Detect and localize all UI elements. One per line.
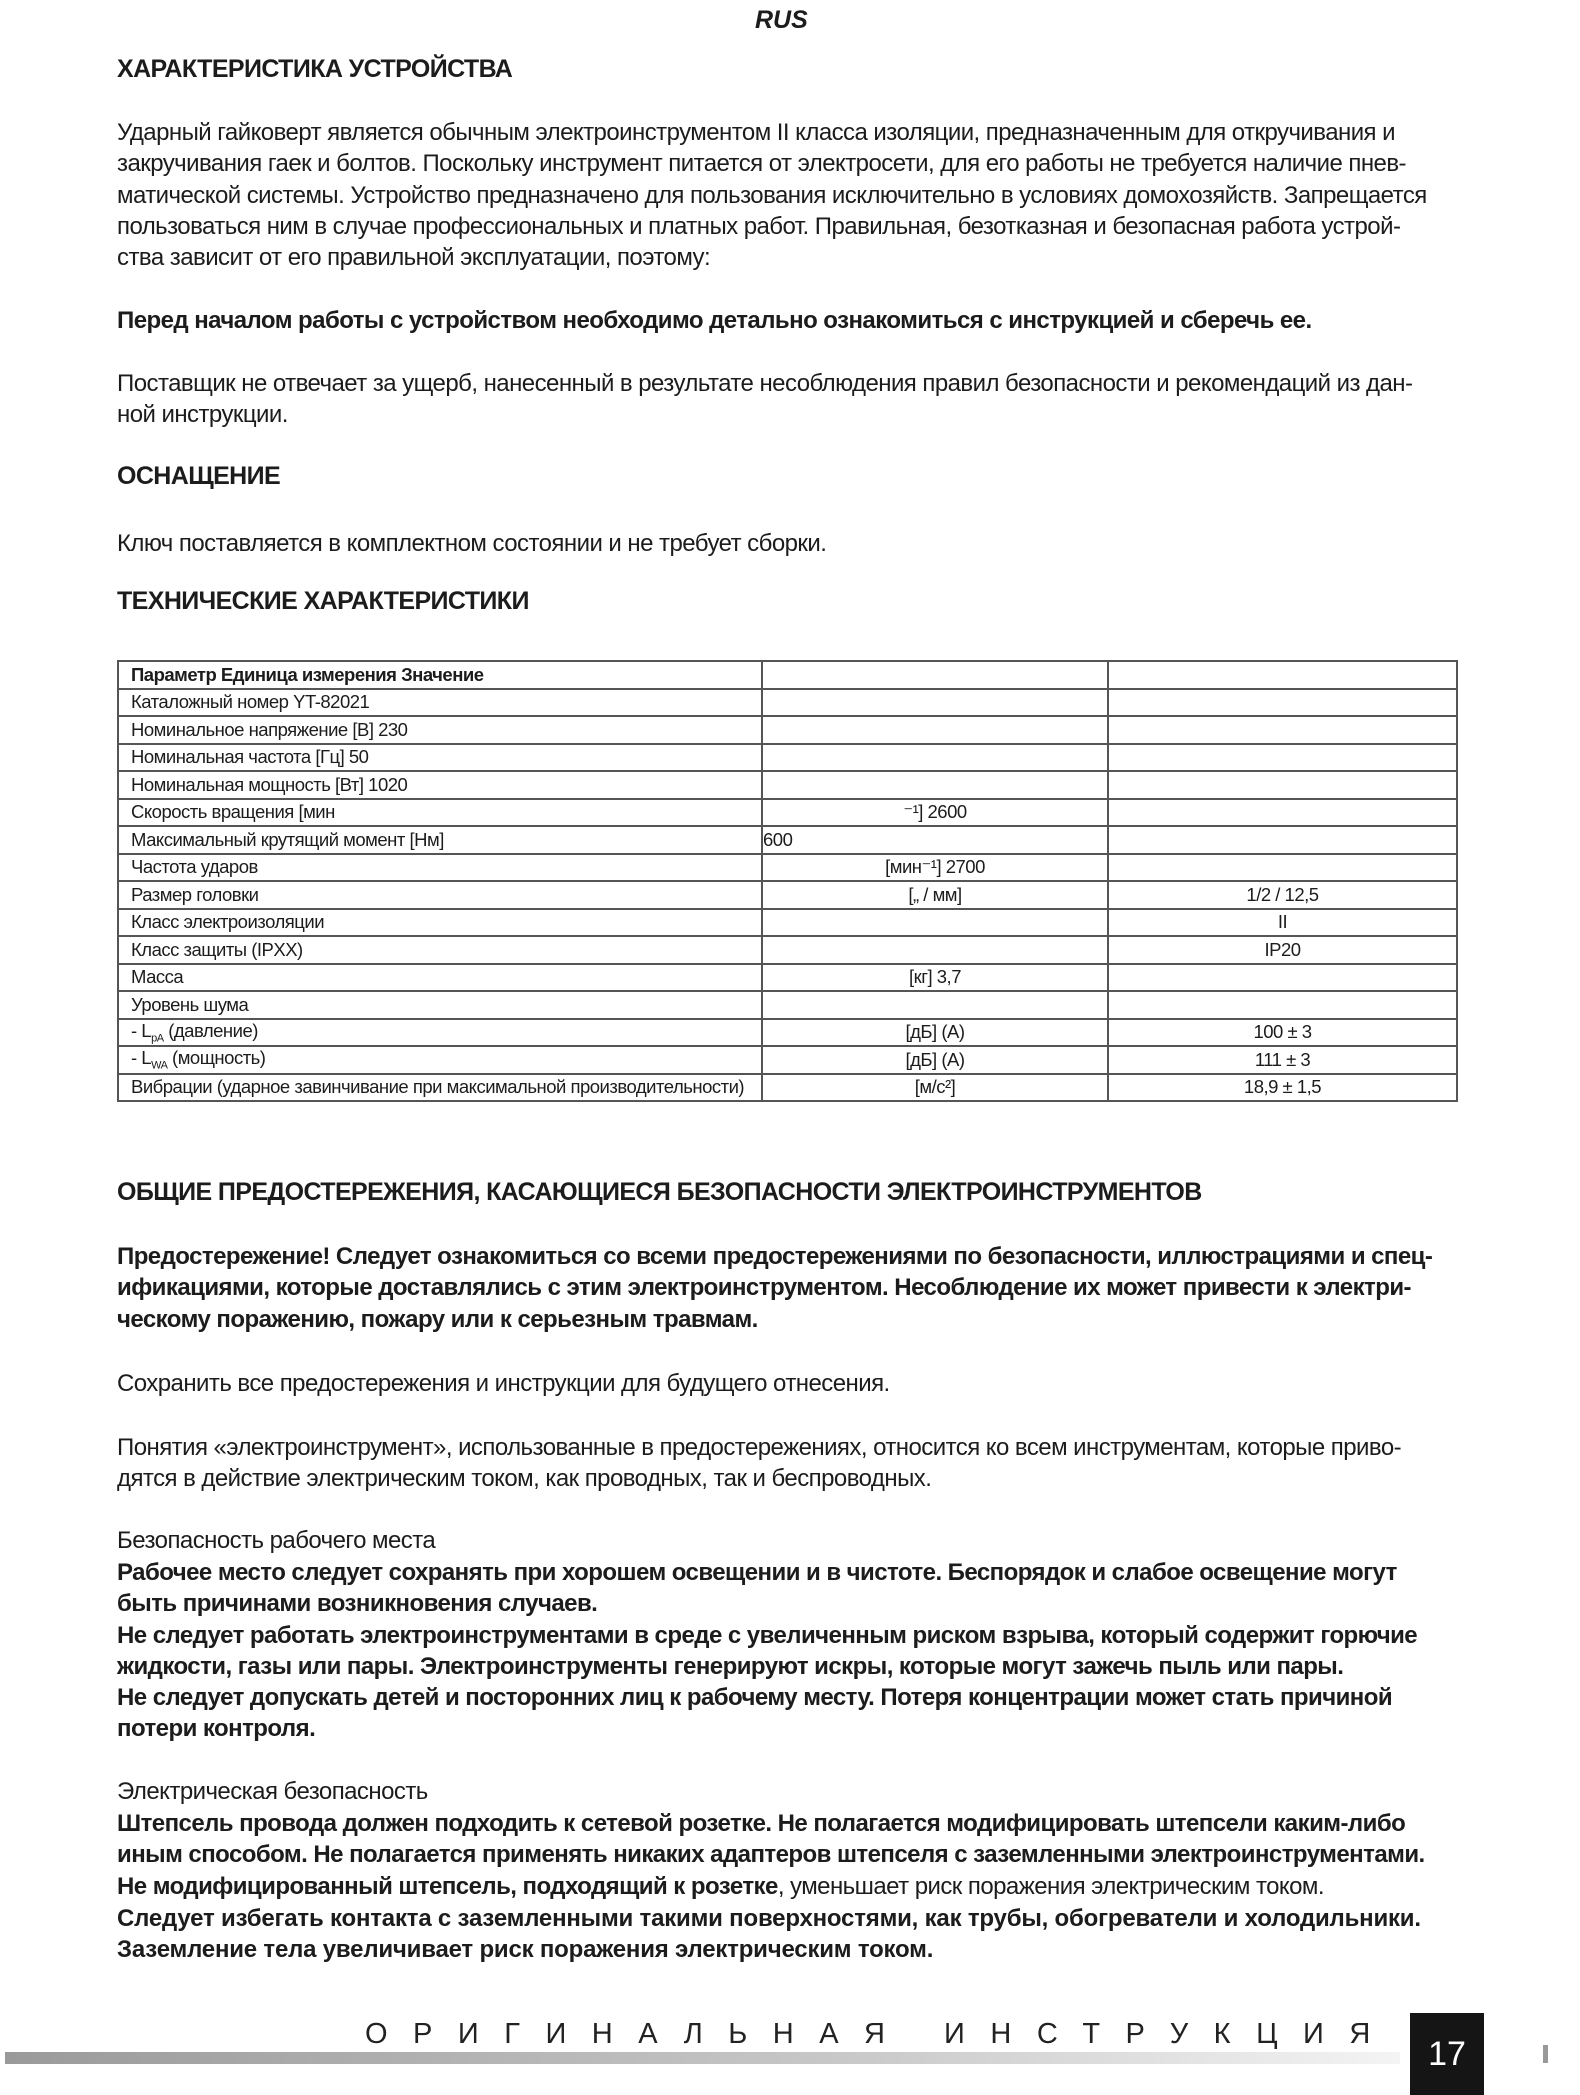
table-cell-c3 <box>1108 744 1457 772</box>
heading-device-description: ХАРАКТЕРИСТИКА УСТРОЙСТВА <box>117 55 513 83</box>
cell-text: [дБ] (A) <box>905 1048 965 1070</box>
heading-equipment: ОСНАЩЕНИЕ <box>117 462 281 490</box>
table-cell-c2 <box>762 1074 1108 1102</box>
table-cell-c1 <box>118 826 762 854</box>
table-cell-c1 <box>118 909 762 937</box>
text-line: иным способом. Не полагается применять никаких адаптеров штепселя с заземленными электроинструментами. <box>117 1841 1425 1869</box>
heading-specifications: ТЕХНИЧЕСКИЕ ХАРАКТЕРИСТИКИ <box>117 587 529 615</box>
table-cell-c1 <box>118 661 762 689</box>
table-row <box>118 1046 1457 1074</box>
table-cell-c1 <box>118 881 762 909</box>
table-cell-c2 <box>762 964 1108 992</box>
table-row <box>118 716 1457 744</box>
table-cell-c2 <box>762 826 1108 854</box>
table-cell-c2 <box>762 771 1108 799</box>
cell-subscript: pA <box>151 1032 164 1045</box>
text-line: жидкости, газы или пары. Электроинструменты генерируют искры, которые могут зажечь пыль или пары. <box>117 1652 1344 1680</box>
cell-text: - L <box>131 1019 152 1041</box>
table-row <box>118 661 1457 689</box>
cell-text: [мин⁻¹] 2700 <box>885 856 985 878</box>
table-cell-c3 <box>1108 909 1457 937</box>
cell-text: Уровень шума <box>131 993 249 1015</box>
heading-general-safety: ОБЩИЕ ПРЕДОСТЕРЕЖЕНИЯ, КАСАЮЩИЕСЯ БЕЗОПАСНОСТИ ЭЛЕКТРОИНСТРУМЕНТОВ <box>117 1178 1202 1206</box>
text-line: пользоваться ним в случае профессиональных и платных работ. Правильная, безотказная и безопасная работа устрой- <box>117 212 1401 240</box>
cell-text: - L <box>131 1047 152 1069</box>
text-line: Заземление тела увеличивает риск поражения электрическим током. <box>117 1936 934 1964</box>
table-row <box>118 826 1457 854</box>
text-line: Понятия «электроинструмент», использованные в предостережениях, относится ко всем инструментам, которые приво- <box>117 1434 1402 1461</box>
table-cell-c2 <box>762 1046 1108 1074</box>
cell-text: 100 ± 3 <box>1253 1021 1312 1043</box>
table-cell-c2 <box>762 744 1108 772</box>
text-line: Штепсель провода должен подходить к сетевой розетке. Не полагается модифицировать штепсели каким-либо <box>117 1810 1406 1837</box>
text-line: матической системы. Устройство предназначено для пользования исключительно в условиях домохозяйств. Запрещается <box>117 181 1427 209</box>
cell-text: [дБ] (A) <box>905 1021 965 1043</box>
cell-text: Номинальная частота [Гц] 50 <box>131 746 369 768</box>
table-cell-c2 <box>762 881 1108 909</box>
footer-original-instruction: ОРИГИНАЛЬНАЯ ИНСТРУКЦИЯ <box>365 2018 1396 2050</box>
table-row <box>118 744 1457 772</box>
electrical-safety-text <box>117 1808 1425 1871</box>
table-row <box>118 936 1457 964</box>
text-line: Не следует допускать детей и посторонних лиц к рабочему месту. Потеря концентрации может стать причиной <box>117 1684 1393 1712</box>
specifications-table <box>117 660 1458 1102</box>
table-cell-c2 <box>762 716 1108 744</box>
table-cell-c3 <box>1108 881 1457 909</box>
table-cell-c2 <box>762 661 1108 689</box>
electrical-safety-title: Электрическая безопасность <box>117 1778 428 1805</box>
supplier-disclaimer <box>117 368 1412 431</box>
text-line: потери контроля. <box>117 1715 316 1743</box>
cell-text: Каталожный номер YT-82021 <box>131 691 370 713</box>
language-label: RUS <box>755 6 808 34</box>
table-row <box>118 689 1457 717</box>
cell-text: 18,9 ± 1,5 <box>1243 1076 1322 1098</box>
cell-text: Класс электроизоляции <box>131 911 325 933</box>
table-cell-c2 <box>762 936 1108 964</box>
text-line: ификациями, которые доставлялись с этим электроинструментом. Несоблюдение их может привести к электри- <box>117 1274 1411 1302</box>
table-cell-c2 <box>762 799 1108 827</box>
cell-text: [„ / мм] <box>908 883 962 905</box>
equipment-text: Ключ поставляется в комплектном состоянии и не требует сборки. <box>117 530 827 557</box>
text-line: закручивания гаек и болтов. Поскольку инструмент питается от электросети, для его работы не требуется наличие пнев- <box>117 150 1406 178</box>
table-cell-c3 <box>1108 689 1457 717</box>
text-line: Предостережение! Следует ознакомиться со всеми предостережениями по безопасности, иллюстрациями и спец- <box>117 1243 1433 1270</box>
cell-text: Размер головки <box>131 883 259 905</box>
cell-text: [кг] 3,7 <box>909 966 961 988</box>
text-line: дятся в действие электрическим током, как проводных, так и беспроводных. <box>117 1465 932 1493</box>
cell-text: 600 <box>763 828 793 850</box>
cell-text-tail: (мощность) <box>167 1047 266 1069</box>
table-cell-c1 <box>118 991 762 1019</box>
table-cell-c3 <box>1108 716 1457 744</box>
table-row <box>118 771 1457 799</box>
table-cell-c1 <box>118 1046 762 1074</box>
table-row <box>118 964 1457 992</box>
electrical-safety-plug-line <box>117 1871 1324 1902</box>
cell-text: Параметр Единица измерения Значение <box>131 663 484 685</box>
table-row <box>118 1019 1457 1047</box>
text-line: Поставщик не отвечает за ущерб, нанесенный в результате несоблюдения правил безопасности и рекомендаций из дан- <box>117 370 1413 397</box>
text-line: ной инструкции. <box>117 401 288 429</box>
table-row <box>118 799 1457 827</box>
cell-text: Скорость вращения [мин <box>131 801 335 823</box>
table-row <box>118 1074 1457 1102</box>
edge-mark <box>1543 2045 1548 2063</box>
table-cell-c3 <box>1108 1019 1457 1047</box>
text-line: Следует избегать контакта с заземленными такими поверхностями, как трубы, обогреватели и холодильники. <box>117 1905 1421 1932</box>
cell-text: [м/с²] <box>914 1076 956 1098</box>
power-tool-definition <box>117 1432 1401 1495</box>
work-area-safety-text <box>117 1557 1417 1745</box>
cell-text: ⁻¹] 2600 <box>903 801 967 823</box>
cell-text: IP20 <box>1264 938 1301 960</box>
table-cell-c2 <box>762 854 1108 882</box>
cell-text: Частота ударов <box>131 856 258 878</box>
device-description-text <box>117 117 1427 273</box>
read-instructions-warning: Перед началом работы с устройством необходимо детально ознакомиться с инструкцией и сберечь ее. <box>117 307 1312 334</box>
cell-text: Класс защиты (IPXX) <box>131 938 303 960</box>
table-cell-c3 <box>1108 799 1457 827</box>
cell-text: II <box>1277 911 1288 933</box>
table-cell-c3 <box>1108 661 1457 689</box>
table-cell-c2 <box>762 909 1108 937</box>
cell-text-tail: (давление) <box>163 1019 258 1041</box>
table-cell-c3 <box>1108 1074 1457 1102</box>
table-cell-c1 <box>118 771 762 799</box>
text-line: Ударный гайковерт является обычным электроинструментом II класса изоляции, предназначенным для откручивания и <box>117 119 1395 146</box>
table-cell-c2 <box>762 991 1108 1019</box>
page-number: 17 <box>1410 2013 1484 2095</box>
table-cell-c1 <box>118 1074 762 1102</box>
cell-text: Максимальный крутящий момент [Нм] <box>131 828 444 850</box>
table-cell-c3 <box>1108 936 1457 964</box>
safety-warning <box>117 1241 1432 1335</box>
text-line: быть причинами возникновения случаев. <box>117 1590 598 1618</box>
cell-text: Масса <box>131 966 184 988</box>
electrical-safety-grounding <box>117 1903 1421 1966</box>
cell-text: Вибрации (ударное завинчивание при максимальной производительности) <box>131 1076 745 1098</box>
footer-gradient-bar <box>5 2052 1400 2064</box>
table-cell-c2 <box>762 689 1108 717</box>
table-cell-c1 <box>118 936 762 964</box>
table-cell-c3 <box>1108 854 1457 882</box>
cell-text: 111 ± 3 <box>1254 1048 1311 1070</box>
table-cell-c1 <box>118 689 762 717</box>
text-line: Рабочее место следует сохранять при хорошем освещении и в чистоте. Беспорядок и слабое освещение могут <box>117 1559 1397 1586</box>
table-cell-c3 <box>1108 1046 1457 1074</box>
table-row <box>118 909 1457 937</box>
table-cell-c3 <box>1108 771 1457 799</box>
cell-text: 1/2 / 12,5 <box>1246 883 1319 905</box>
work-area-safety-title: Безопасность рабочего места <box>117 1527 436 1554</box>
cell-subscript: WA <box>151 1060 168 1073</box>
cell-text: Номинальная мощность [Вт] 1020 <box>131 773 408 795</box>
table-cell-c1 <box>118 799 762 827</box>
table-cell-c1 <box>118 716 762 744</box>
table-cell-c1 <box>118 744 762 772</box>
table-cell-c3 <box>1108 964 1457 992</box>
table-cell-c3 <box>1108 826 1457 854</box>
cell-text: Номинальное напряжение [В] 230 <box>131 718 408 740</box>
table-cell-c3 <box>1108 991 1457 1019</box>
table-row <box>118 881 1457 909</box>
table-cell-c1 <box>118 1019 762 1047</box>
text-line: ства зависит от его правильной эксплуатации, поэтому: <box>117 244 711 272</box>
plug-bold-part: Не модифицированный штепсель, подходящий к розетке <box>117 1873 778 1900</box>
table-cell-c1 <box>118 854 762 882</box>
keep-instructions: Сохранить все предостережения и инструкции для будущего отнесения. <box>117 1370 890 1397</box>
plug-regular-part: , уменьшает риск поражения электрическим током. <box>777 1873 1325 1900</box>
table-row <box>118 991 1457 1019</box>
table-cell-c2 <box>762 1019 1108 1047</box>
table-row <box>118 854 1457 882</box>
text-line: ческому поражению, пожару или к серьезным травмам. <box>117 1305 758 1333</box>
table-cell-c1 <box>118 964 762 992</box>
text-line: Не следует работать электроинструментами в среде с увеличенным риском взрыва, который содержит горючие <box>117 1621 1418 1649</box>
